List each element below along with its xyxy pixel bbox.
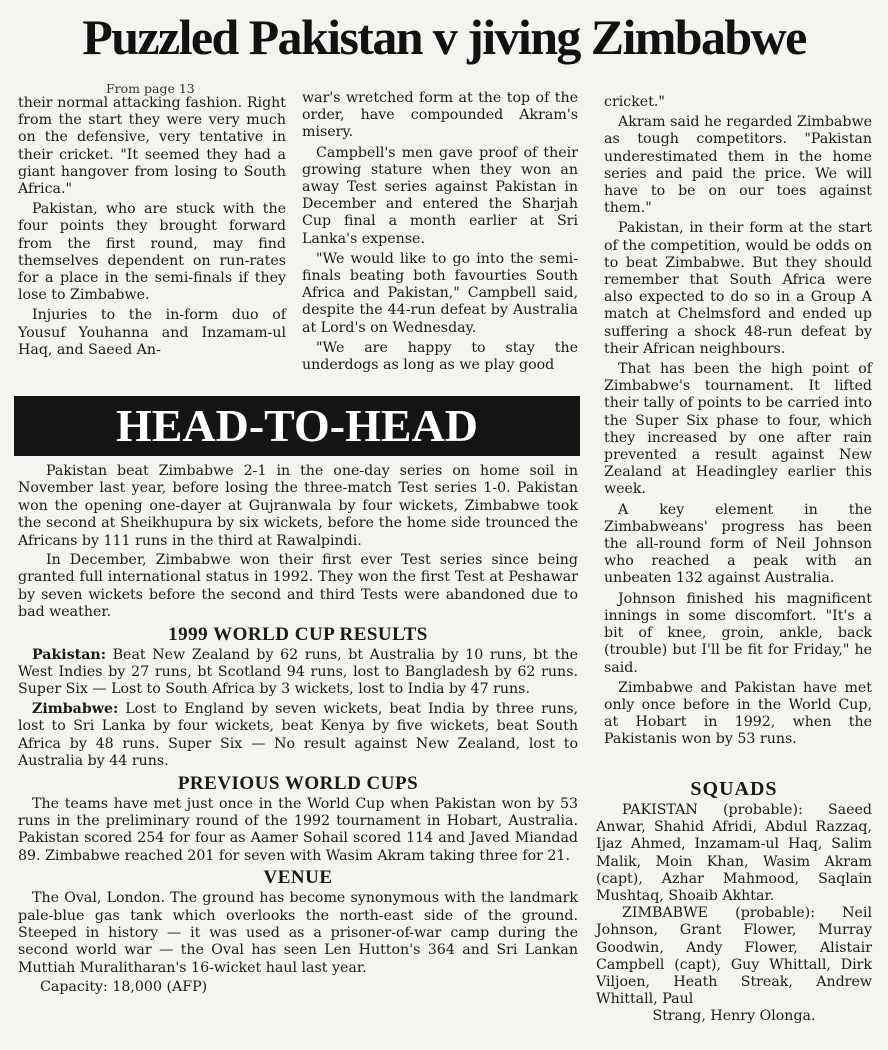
h2h-paragraph: In December, Zimbabwe won their first ever Test series since being granted full international status in 1992. They won the first Test at Peshawar by seven wickets before the second and third Tests were abandoned due to bad weather. xyxy=(18,552,578,621)
story-paragraph: cricket." xyxy=(604,94,665,110)
head-to-head-banner: HEAD-TO-HEAD xyxy=(14,396,580,456)
pakistan-squad: PAKISTAN (probable): Saeed Anwar, Shahid Afridi, Abdul Razzaq, Ijaz Ahmed, Inzamam-ul Haq, Salim Malik, Moin Khan, Wasim Akram (capt), Azhar Mahmood, Saqlain Mushtaq, Shoaib Akhtar. xyxy=(596,802,872,905)
zimbabwe-results-text: Lost to England by seven wickets, beat India by three runs, lost to Sri Lanka by four wickets, beat Kenya by five wickets, beat South Africa by 48 runs. Super Six — No result against New Zealand, lost to Australia by 44 runs. xyxy=(18,700,578,770)
story-paragraph: "We would like to go into the semi-finals beating both favourties South Africa and Pakistan," Campbell said, despite the 44-run defeat by Australia at Lord's on Wednesday. xyxy=(302,250,578,336)
results-heading: 1999 WORLD CUP RESULTS xyxy=(168,623,428,645)
story-paragraph: "We are happy to stay the underdogs as long as we play good xyxy=(302,339,578,374)
venue-heading: VENUE xyxy=(263,867,333,889)
story-column-3 xyxy=(604,94,872,752)
zimbabwe-squad: ZIMBABWE (probable): Neil Johnson, Grant Flower, Murray Goodwin, Andy Flower, Alistair Campbell (capt), Guy Whittall, Dirk Viljoen, Heath Streak, Andrew Whittall, Paul xyxy=(596,905,872,1008)
zimbabwe-squad-end: Strang, Henry Olonga. xyxy=(652,1008,816,1025)
h2h-paragraph: Pakistan beat Zimbabwe 2-1 in the one-day series on home soil in November last year, before losing the three-match Test series 1-0. Pakistan won the opening one-dayer at Gujranwala by four wickets, Zimbabwe took the second at Sheikhupura by six wickets, before the home side trounced the Africans by 111 runs in the third at Rawalpindi. xyxy=(18,463,578,549)
jump-line: From page 13 xyxy=(106,81,195,96)
story-paragraph: That has been the high point of Zimbabwe's tournament. It lifted their tally of points to be carried into the Super Six phase to four, which they increased by one after rain prevented a result against New Zealand at Headingley earlier this week. xyxy=(604,361,872,498)
pakistan-label: Pakistan: xyxy=(32,646,106,663)
story-paragraph: Pakistan, in their form at the start of the competition, would be odds on to beat Zimbabwe. But they should remember that South Africa were also expected to do so in a Group A match at Chelmsford and ended up suffering a shock 48-run defeat by their African neighbours. xyxy=(604,220,872,357)
squads-heading: SQUADS xyxy=(690,778,778,800)
story-paragraph: Johnson finished his magnificent innings in some discomfort. "It's a bit of knee, groin, ankle, back (trouble) but I'll be fit for Friday," he said. xyxy=(604,590,872,676)
zimbabwe-results xyxy=(18,701,578,771)
story-paragraph: their normal attacking fashion. Right from the start they were very much on the defensive, very tentative in their cricket. "It seemed they had a giant hangover from losing to South Africa." xyxy=(18,95,286,198)
zimbabwe-label: Zimbabwe: xyxy=(32,700,119,717)
story-column-1 xyxy=(18,82,286,362)
pakistan-results xyxy=(18,647,578,699)
previous-world-cups-text: The teams have met just once in the World Cup when Pakistan won by 53 runs in the preliminary round of the 1992 tournament in Hobart, Australia. Pakistan scored 254 for four as Aamer Sohail scored 114 and Javed Miandad 89. Zimbabwe reached 201 for seven with Wasim Akram taking three for 21. xyxy=(18,795,578,864)
story-column-2 xyxy=(302,90,578,377)
head-to-head-box xyxy=(18,463,578,999)
story-paragraph: Akram said he regarded Zimbabwe as tough competitors. "Pakistan underestimated them in the home series and paid the price. We will have to be on our toes against them." xyxy=(604,114,872,217)
previous-world-cups-heading: PREVIOUS WORLD CUPS xyxy=(177,772,419,794)
pakistan-results-text: Beat New Zealand by 62 runs, bt Australia by 10 runs, bt the West Indies by 27 runs, bt Scotland 94 runs, lost to Bangladesh by 62 runs. Super Six — Lost to South Africa by 3 wickets, lost to India by 47 runs. xyxy=(18,646,578,698)
story-paragraph: Pakistan, who are stuck with the four points they brought forward from the first round, may find themselves dependent on run-rates for a place in the semi-finals if they lose to Zimbabwe. xyxy=(18,201,286,304)
squads-box xyxy=(596,778,872,1026)
story-paragraph: Zimbabwe and Pakistan have met only once before in the World Cup, at Hobart in 1992, when the Pakistanis won by 53 runs. xyxy=(604,679,872,748)
capacity-line: Capacity: 18,000 (AFP) xyxy=(40,979,208,996)
venue-text: The Oval, London. The ground has become synonymous with the landmark pale-blue gas tank which overlooks the north-east side of the ground. Steeped in history — it was used as a prisoner-of-war camp during the second world war — the Oval has seen Len Hutton's 364 and Sri Lankan Muttiah Muralitharan's 16-wicket haul last year. xyxy=(18,890,578,976)
story-paragraph: A key element in the Zimbabweans' progress has been the all-round form of Neil Johnson who reached a peak with an unbeaten 132 against Australia. xyxy=(604,501,872,587)
headline: Puzzled Pakistan v jiving Zimbabwe xyxy=(82,9,806,65)
story-paragraph: war's wretched form at the top of the order, have compounded Akram's misery. xyxy=(302,90,578,141)
story-paragraph: Injuries to the in-form duo of Yousuf Youhanna and Inzamam-ul Haq, and Saeed An- xyxy=(18,307,286,358)
story-paragraph: Campbell's men gave proof of their growing stature when they won an away Test series against Pakistan in December and entered the Sharjah Cup final a month earlier at Sri Lanka's expense. xyxy=(302,144,578,247)
